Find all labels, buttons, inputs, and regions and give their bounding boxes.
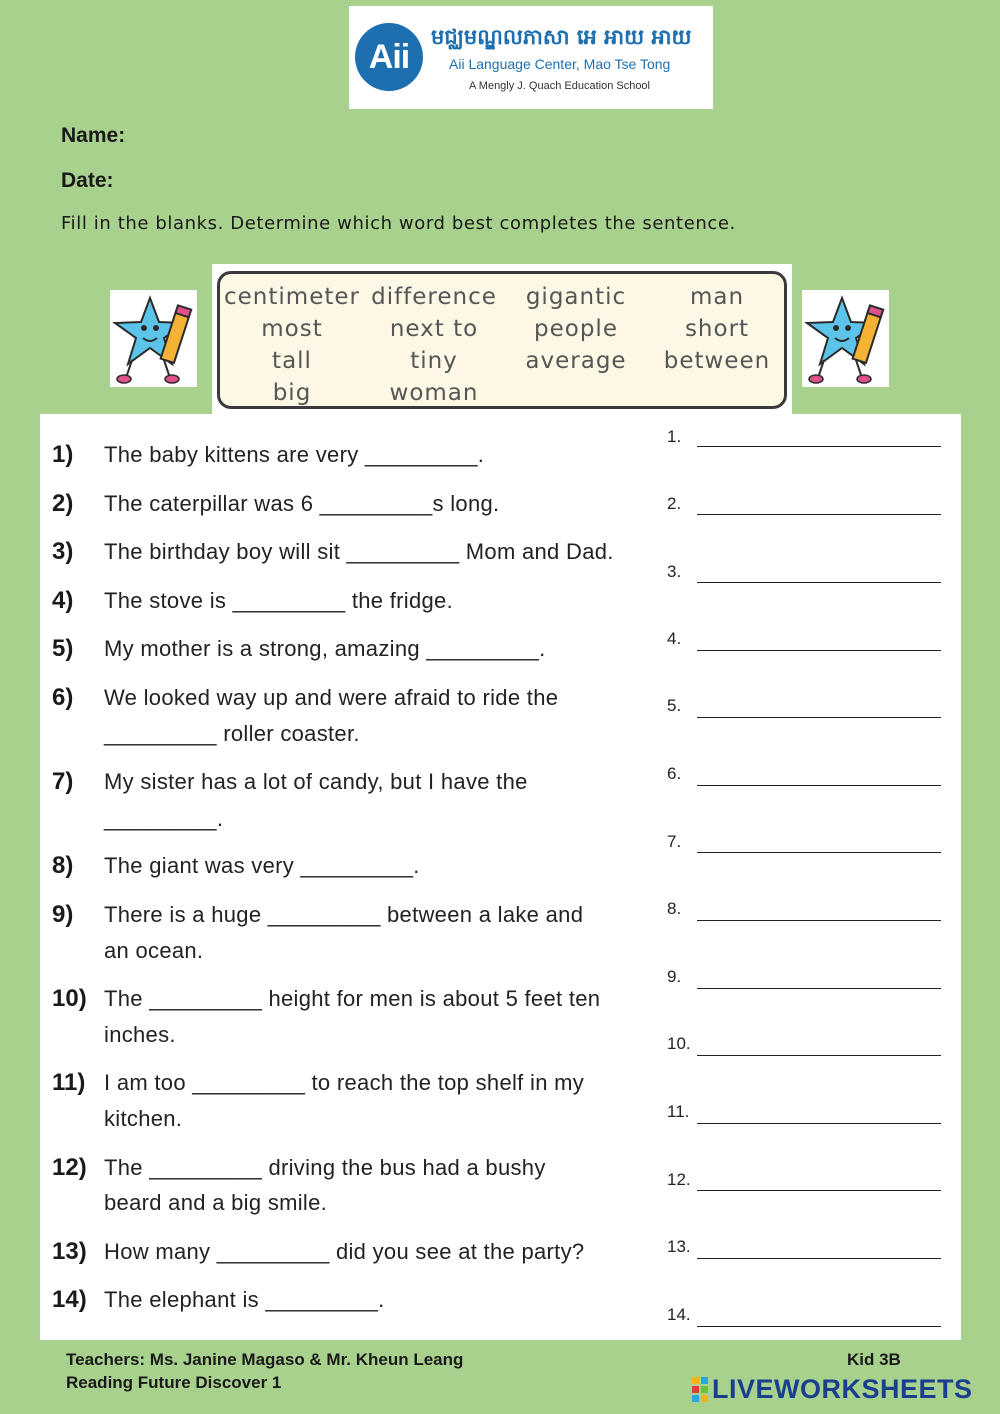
word-bank-word: tiny	[410, 348, 458, 374]
answer-label: 3.	[667, 562, 682, 581]
class-level: Kid 3B	[847, 1350, 901, 1369]
answer-input-6[interactable]	[697, 759, 941, 785]
question-text: My sister has a lot of candy, but I have the	[104, 769, 528, 794]
word-bank-word: short	[684, 316, 750, 342]
question-number: 12)	[52, 1154, 87, 1181]
star-pencil-mascot-right	[802, 290, 889, 387]
question-text-continued: _________ roller coaster.	[104, 721, 360, 746]
liveworksheets-logo[interactable]	[692, 1374, 973, 1405]
answer-label: 14.	[667, 1305, 691, 1324]
book-title: Reading Future Discover 1	[66, 1373, 282, 1392]
answer-label: 2.	[667, 494, 682, 513]
question-number: 10)	[52, 985, 87, 1012]
question-text: How many _________ did you see at the party?	[104, 1239, 585, 1264]
answer-line	[697, 446, 941, 447]
word-bank-word: next to	[389, 316, 479, 342]
question-number: 2)	[52, 490, 74, 517]
liveworksheets-brand: LIVEWORKSHEETS	[712, 1374, 973, 1404]
answer-line	[697, 1326, 941, 1327]
question-text: The baby kittens are very _________.	[104, 442, 485, 467]
answer-input-8[interactable]	[697, 894, 941, 920]
answer-input-3[interactable]	[697, 556, 941, 582]
question-text: The caterpillar was 6 _________s long.	[104, 491, 500, 516]
answer-input-11[interactable]	[697, 1097, 941, 1123]
question-number: 8)	[52, 852, 74, 879]
word-bank-word: average	[525, 348, 627, 374]
logo-mark: Aii	[355, 23, 423, 91]
answer-line	[697, 650, 941, 651]
answer-line	[697, 920, 941, 921]
school-logo	[349, 6, 713, 109]
question-text: The _________ driving the bus had a bushy	[104, 1155, 546, 1180]
star-pencil-icon	[110, 290, 197, 387]
star-pencil-mascot-left	[110, 290, 197, 387]
logo-subtitle: A Mengly J. Quach Education School	[469, 80, 650, 92]
answer-line	[697, 514, 941, 515]
answer-label: 9.	[667, 967, 682, 986]
answer-input-9[interactable]	[697, 962, 941, 988]
answer-line	[697, 785, 941, 786]
question-text: The _________ height for men is about 5 feet ten	[104, 986, 601, 1011]
word-bank-word: woman	[389, 380, 479, 406]
word-bank-word: gigantic	[525, 284, 627, 310]
question-text: My mother is a strong, amazing _________.	[104, 636, 546, 661]
answer-label: 13.	[667, 1237, 691, 1256]
answer-line	[697, 1055, 941, 1056]
question-text: There is a huge _________ between a lake and	[104, 902, 584, 927]
word-bank-word: between	[663, 348, 771, 374]
question-number: 6)	[52, 684, 74, 711]
answer-label: 1.	[667, 427, 682, 446]
word-bank-word: big	[272, 380, 312, 406]
answer-input-5[interactable]	[697, 691, 941, 717]
word-bank-word: centimeter	[224, 284, 360, 310]
teachers-credit: Teachers: Ms. Janine Magaso & Mr. Kheun Leang	[66, 1350, 464, 1369]
question-number: 1)	[52, 441, 74, 468]
answer-input-1[interactable]	[697, 420, 941, 446]
question-number: 7)	[52, 768, 74, 795]
word-bank-word: man	[689, 284, 745, 310]
question-text-continued: _________.	[104, 806, 224, 831]
answer-label: 7.	[667, 832, 682, 851]
question-text-continued: kitchen.	[104, 1106, 183, 1131]
answer-line	[697, 1258, 941, 1259]
answer-line	[697, 717, 941, 718]
answer-line	[697, 582, 941, 583]
instructions: Fill in the blanks. Determine which word best completes the sentence.	[61, 213, 736, 234]
question-number: 9)	[52, 901, 74, 928]
question-number: 4)	[52, 587, 74, 614]
word-bank-word: people	[534, 316, 618, 342]
answer-label: 8.	[667, 899, 682, 918]
question-text: The giant was very _________.	[104, 853, 420, 878]
question-text: The elephant is _________.	[104, 1287, 385, 1312]
name-label: Name:	[61, 124, 126, 147]
answer-label: 5.	[667, 696, 682, 715]
answer-input-12[interactable]	[697, 1164, 941, 1190]
question-text: I am too _________ to reach the top shelf in my	[104, 1070, 585, 1095]
question-number: 3)	[52, 538, 74, 565]
answer-input-7[interactable]	[697, 826, 941, 852]
answer-line	[697, 1190, 941, 1191]
answer-input-2[interactable]	[697, 488, 941, 514]
answer-line	[697, 852, 941, 853]
question-text-continued: inches.	[104, 1022, 176, 1047]
question-text: The birthday boy will sit _________ Mom and Dad.	[104, 539, 614, 564]
question-text: We looked way up and were afraid to ride the	[104, 685, 559, 710]
question-number: 5)	[52, 635, 74, 662]
liveworksheets-grid-icon	[692, 1377, 708, 1402]
date-label: Date:	[61, 169, 114, 192]
answer-line	[697, 1123, 941, 1124]
answer-label: 12.	[667, 1170, 691, 1189]
answer-label: 11.	[667, 1102, 690, 1121]
question-text: The stove is _________ the fridge.	[104, 588, 453, 613]
answer-input-14[interactable]	[697, 1300, 941, 1326]
answer-input-13[interactable]	[697, 1232, 941, 1258]
logo-khmer-title: មជ្ឈមណ្ឌលភាសា អេ អាយ អាយ	[431, 25, 692, 49]
question-number: 14)	[52, 1286, 87, 1313]
answer-label: 4.	[667, 629, 682, 648]
answer-input-10[interactable]	[697, 1029, 941, 1055]
word-bank	[217, 271, 787, 409]
logo-english-title: Aii Language Center, Mao Tse Tong	[449, 56, 671, 72]
question-number: 13)	[52, 1238, 87, 1265]
answer-line	[697, 988, 941, 989]
question-text-continued: beard and a big smile.	[104, 1190, 328, 1215]
answer-label: 10.	[667, 1034, 691, 1053]
word-bank-word: difference	[371, 284, 497, 310]
star-pencil-icon	[802, 290, 889, 387]
word-bank-word: tall	[272, 348, 312, 374]
question-text-continued: an ocean.	[104, 938, 204, 963]
word-bank-word: most	[261, 316, 323, 342]
answer-input-4[interactable]	[697, 624, 941, 650]
answer-label: 6.	[667, 764, 682, 783]
question-number: 11)	[52, 1069, 86, 1096]
